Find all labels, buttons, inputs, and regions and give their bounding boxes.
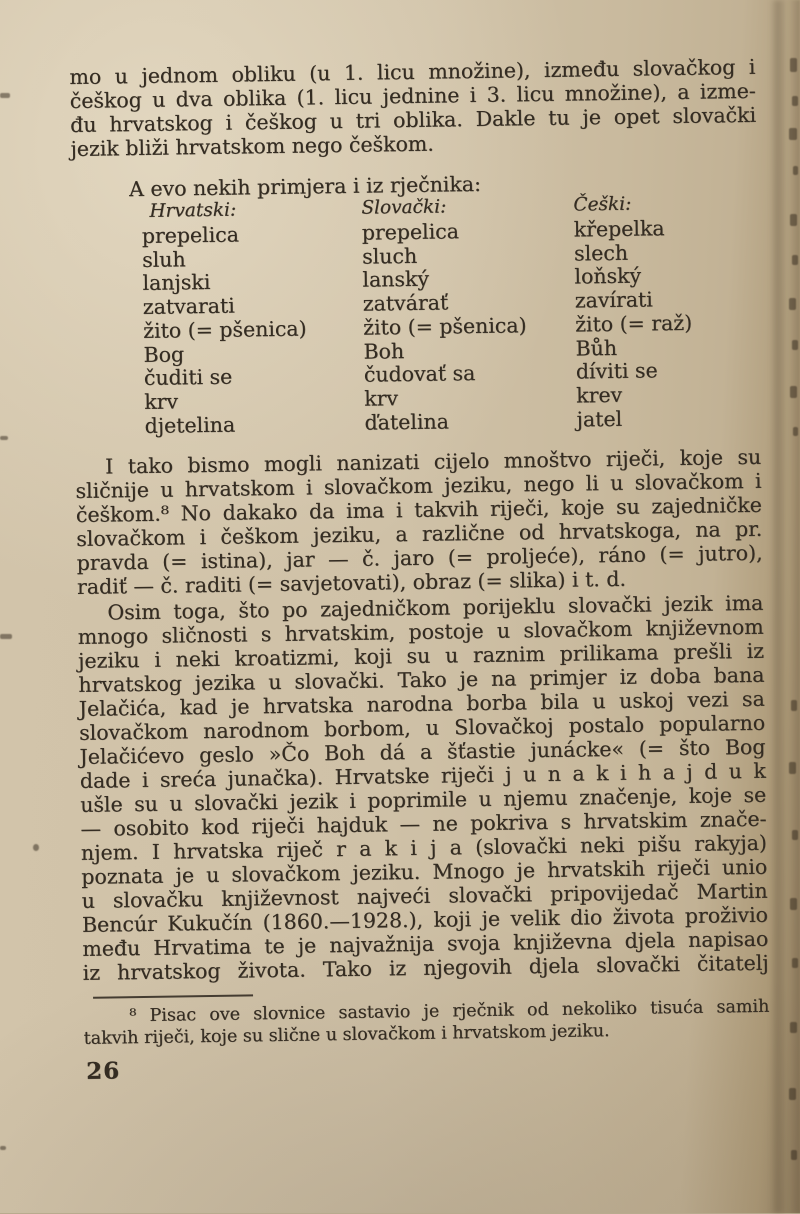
edge-mark — [790, 214, 797, 226]
edge-mark — [793, 427, 798, 436]
paragraph-2 — [75, 445, 763, 599]
table-word: žito (= pšenica) — [143, 316, 307, 343]
table-word: zavírati — [574, 287, 653, 313]
text-line: među Hrvatima te je najvažnija svoja književna djela napisao — [82, 926, 769, 961]
text-line: I tako bismo mogli nanizati cijelo mnoštvo riječi, koje su — [105, 444, 762, 479]
edge-mark — [790, 386, 797, 398]
table-word: zatvarati — [142, 293, 235, 320]
scan-mark — [0, 93, 10, 98]
edge-mark — [789, 128, 797, 140]
column-header: Hrvatski: — [149, 199, 237, 222]
table-column — [573, 192, 761, 432]
text-line: radiť — č. raditi (= savjetovati), obraz (= slika) i t. d. — [76, 566, 627, 599]
table-word: křepelka — [573, 216, 665, 242]
text-line: poznata je u slovačkom jeziku. Mnogo je hrvatskih riječi unio — [81, 854, 768, 889]
table-word: sluch — [361, 243, 418, 269]
scan-mark — [33, 844, 39, 851]
edge-mark — [791, 1150, 797, 1160]
text-line: Bencúr Kukučín (1860.—1928.), koji je velik dio života proživio — [81, 902, 769, 937]
table-word: Bog — [143, 341, 185, 367]
intro-line: A evo nekih primjera i iz rječnika: — [128, 171, 482, 202]
edge-mark — [790, 898, 797, 910]
text-line: Osim toga, što po zajedničkom porijeklu slovački jezik ima — [107, 590, 764, 625]
table-word: ďatelina — [364, 409, 449, 435]
table-word: Bůh — [575, 335, 618, 361]
table-word: loňský — [574, 263, 642, 289]
edge-mark — [789, 298, 796, 310]
table-word: díviti se — [575, 358, 658, 384]
text-line: jeziku i neki kroatizmi, koji su u raznim prilikama prešli iz — [77, 638, 765, 673]
text-line: Jelačićevo geslo »Čo Boh dá a šťastie junácke« (= što Bog — [79, 734, 766, 769]
paragraph-continuation — [69, 55, 756, 161]
edge-mark — [789, 762, 796, 774]
table-word: krv — [364, 386, 399, 411]
text-line: u slovačku književnost najveći slovački pripovijedač Martin — [81, 878, 768, 913]
table-word: sluh — [141, 246, 186, 272]
table-word: krev — [576, 382, 623, 408]
text-line: jezik bliži hrvatskom nego češkom. — [70, 131, 434, 161]
edge-mark — [790, 58, 797, 72]
text-line: ušle su u slovački jezik i poprimile u njemu značenje, koje se — [80, 782, 767, 817]
table-word: prepelica — [361, 219, 460, 245]
edge-mark — [792, 958, 798, 968]
page-number: 26 — [85, 1057, 121, 1085]
paragraph-3 — [77, 591, 769, 985]
edge-mark — [792, 96, 798, 106]
text-line: Jelačića, kad je hrvatska narodna borba bila u uskoj vezi sa — [78, 686, 765, 721]
text-line: dade i sreća junačka). Hrvatske riječi j u n a k i h a j d u k — [79, 758, 766, 793]
footnote-divider — [93, 994, 253, 998]
table-word: prepelica — [141, 222, 240, 248]
table-word: zatvárať — [362, 290, 449, 316]
text-line: njem. I hrvatska riječ r a k i j a (slovački neki pišu rakyja) — [80, 830, 768, 865]
text-line: češkog u dva oblika (1. licu jednine i 3. licu množine), a izme- — [69, 78, 756, 113]
table-word: lanský — [362, 267, 430, 293]
text-block — [68, 0, 772, 1214]
language-comparison-table — [71, 192, 760, 439]
text-line: pravda (= istina), jar — č. jaro (= proljeće), ráno (= jutro), — [76, 540, 763, 575]
scan-mark — [0, 1146, 6, 1150]
text-line: ⁸ Pisac ove slovnice sastavio je rječnik od nekoliko tisuća samih — [129, 996, 770, 1027]
text-line: slovačkom narodnom borbom, u Slovačkoj postalo popularno — [78, 710, 766, 745]
table-word: čuditi se — [143, 364, 233, 391]
column-header: Češki: — [573, 193, 632, 216]
table-column — [141, 198, 364, 439]
footnote — [83, 997, 770, 1050]
table-word: slech — [573, 240, 629, 266]
edge-mark — [792, 830, 798, 840]
text-line: slovačkom i češkom jeziku, a različne od hrvatskoga, na pr. — [76, 516, 763, 551]
column-header: Slovački: — [361, 196, 447, 219]
table-word: žito (= raž) — [574, 310, 693, 337]
text-line: đu hrvatskog i češkog u tri oblika. Dakle tu je opet slovački — [69, 102, 757, 137]
table-word: čudovať sa — [363, 361, 476, 387]
text-line: sličnije u hrvatskom i slovačkom jeziku, nego li u slovačkom i — [75, 468, 762, 503]
table-word: krv — [144, 389, 179, 414]
text-line: iz hrvatskog života. Tako iz njegovih djela slovački čitatelj — [82, 950, 769, 985]
edge-mark — [792, 255, 798, 265]
edge-mark — [791, 700, 797, 711]
edge-mark — [792, 340, 798, 350]
edge-mark — [790, 1022, 797, 1033]
scan-mark — [0, 436, 8, 440]
text-line: takvih riječi, koje su slične u slovačkom i hrvatskom jeziku. — [83, 1020, 610, 1049]
text-line: češkom.⁸ No dakako da ima i takvih riječi, koje su zajedničke — [75, 492, 763, 527]
table-word: lanjski — [142, 270, 211, 296]
edge-mark — [793, 166, 798, 175]
text-line: hrvatskog jezika u slovački. Tako je na primjer iz doba bana — [78, 662, 765, 697]
table-word: Boh — [363, 338, 405, 364]
table-word: djetelina — [144, 412, 236, 438]
scan-mark — [0, 634, 12, 639]
page-fold-shadow — [770, 0, 786, 1213]
text-line: — osobito kod riječi hajduk — ne pokriva s hrvatskim znače- — [80, 806, 767, 841]
table-word: žito (= pšenica) — [362, 313, 527, 340]
table-column — [361, 195, 576, 435]
text-line: mnogo sličnosti s hrvatskim, postoje u slovačkom književnom — [77, 614, 764, 649]
text-line: mo u jednom obliku (u 1. licu množine), između slovačkog i — [69, 54, 756, 89]
edge-mark — [789, 1088, 796, 1100]
table-word: jatel — [576, 406, 623, 432]
